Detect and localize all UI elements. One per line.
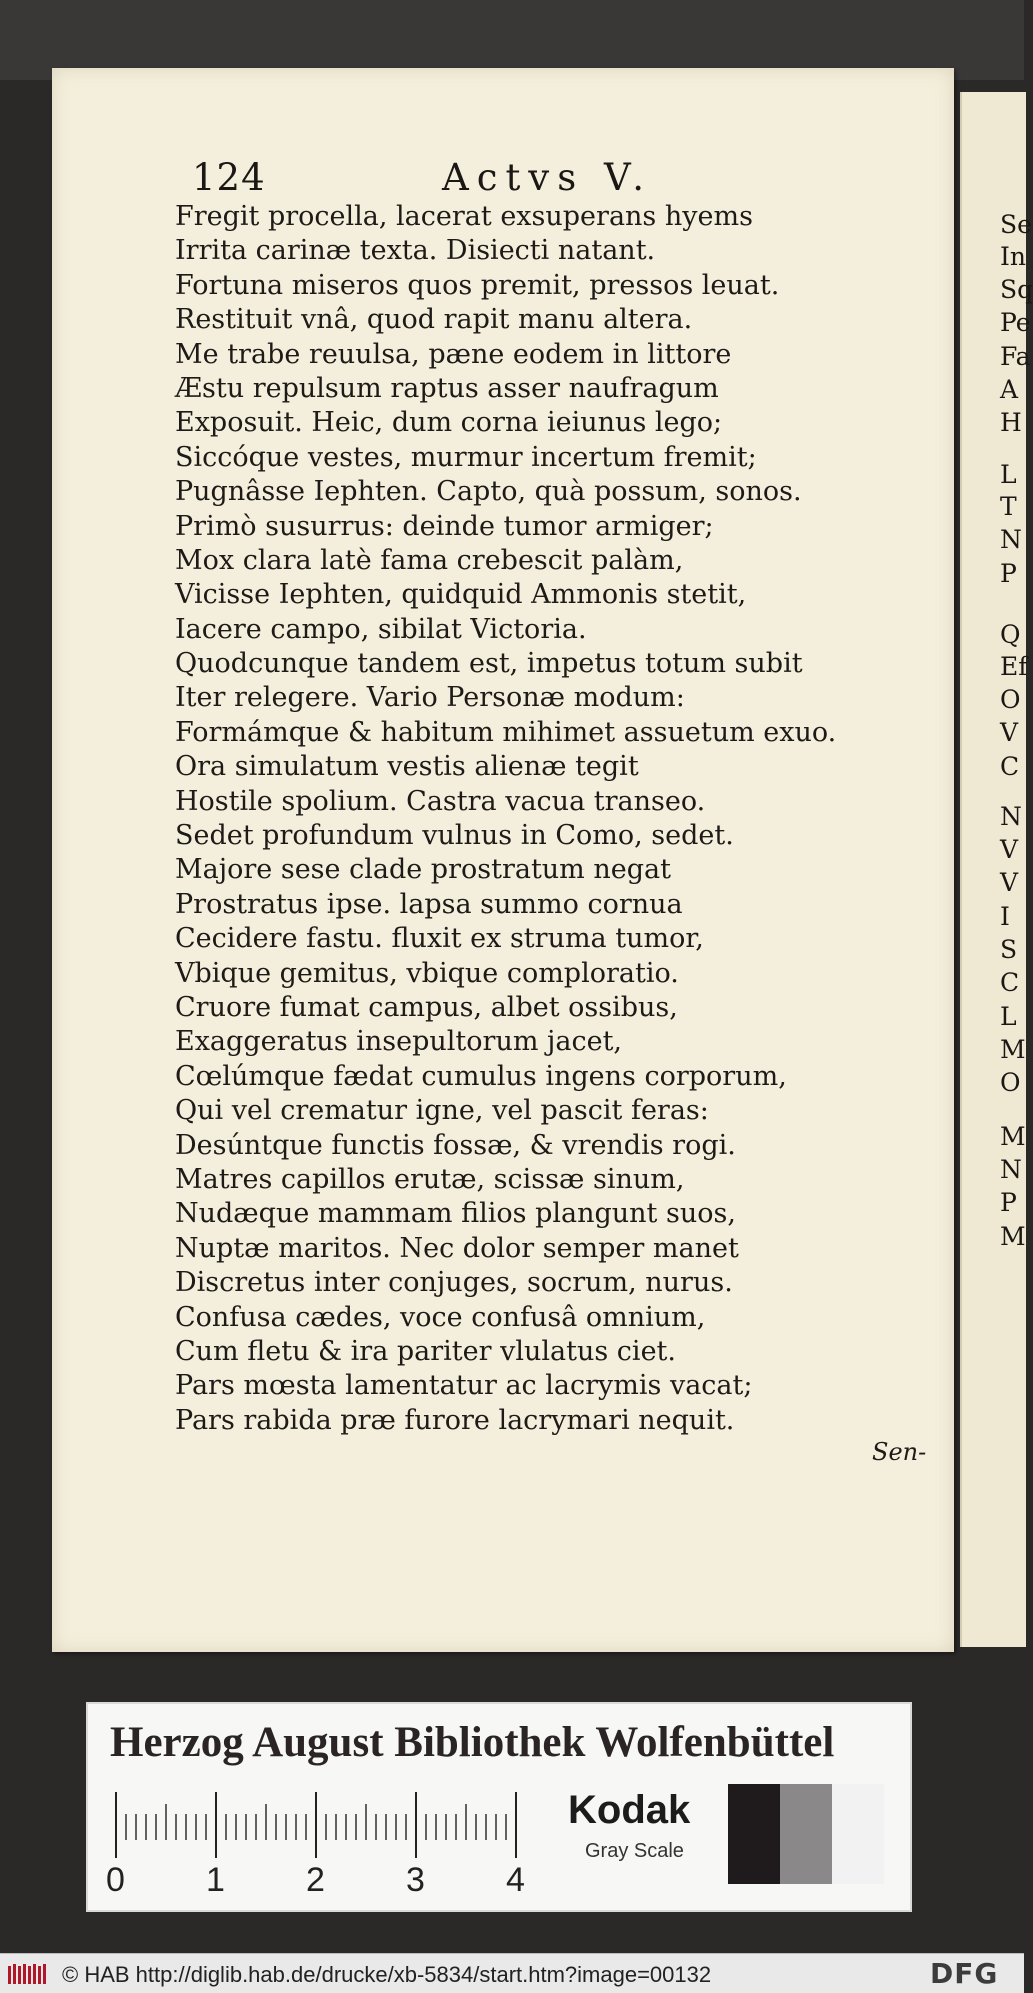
scale-label: 2 bbox=[306, 1861, 325, 1899]
verse-line: Hostile spolium. Castra vacua transeo. bbox=[175, 785, 706, 817]
facing-page-fragment: Sq bbox=[1000, 275, 1033, 304]
facing-page-fragment: N bbox=[1000, 802, 1022, 831]
facing-page-fragment: L bbox=[1000, 1002, 1017, 1031]
facing-page-fragment: O bbox=[1000, 1068, 1021, 1097]
verse-line: Fortuna miseros quos premit, pressos leuat. bbox=[175, 269, 780, 301]
verse-line: Cecidere fastu. fluxit ex struma tumor, bbox=[175, 923, 704, 955]
verse-line: Cruore fumat campus, albet ossibus, bbox=[175, 991, 678, 1023]
page-number: 124 bbox=[192, 156, 266, 199]
facing-page-fragment: V bbox=[1000, 868, 1019, 897]
gray-swatch-light bbox=[832, 1784, 884, 1884]
verse-line: Primò susurrus: deinde tumor armiger; bbox=[175, 510, 714, 542]
verse-line: Exaggeratus insepultorum jacet, bbox=[175, 1026, 623, 1058]
verse-line: Exposuit. Heic, dum corna ieiunus lego; bbox=[175, 407, 723, 439]
facing-page-fragment: V bbox=[1000, 718, 1019, 747]
verse-line: Desúntque functis fossæ, & vrendis rogi. bbox=[175, 1129, 736, 1161]
facing-page-fragment: S bbox=[1000, 935, 1018, 964]
hab-logo-icon bbox=[6, 1962, 50, 1986]
dfg-logo: DFG bbox=[930, 1957, 999, 1990]
footer-bar bbox=[0, 1953, 1024, 1993]
verse-line: Quodcunque tandem est, impetus totum subit bbox=[175, 648, 803, 680]
facing-page-fragment: In bbox=[1000, 242, 1026, 271]
verse-line: Fregit procella, lacerat exsuperans hyems bbox=[175, 201, 753, 232]
brand-sub-label: Gray Scale bbox=[585, 1840, 684, 1862]
facing-page-fragment: I bbox=[1000, 902, 1010, 931]
verse-line: Nuptæ maritos. Nec dolor semper manet bbox=[175, 1232, 739, 1264]
facing-page-fragment: L bbox=[1000, 460, 1017, 489]
facing-page-fragment: C bbox=[1000, 752, 1020, 781]
facing-page-fragment: Q bbox=[1000, 620, 1021, 649]
verse-line: Pars rabida præ furore lacrymari nequit. bbox=[175, 1404, 735, 1436]
page-header bbox=[192, 156, 792, 206]
verse-line: Cum fletu & ira pariter vlulatus ciet. bbox=[175, 1335, 676, 1367]
scale-label: 1 bbox=[206, 1861, 225, 1899]
brand-label: Kodak bbox=[568, 1788, 691, 1832]
color-target-card bbox=[86, 1702, 912, 1912]
facing-page-fragment: N bbox=[1000, 1155, 1022, 1184]
facing-page-fragment: P bbox=[1000, 1188, 1017, 1217]
facing-page-fragment: C bbox=[1000, 968, 1020, 997]
verse-line: Qui vel crematur igne, vel pascit feras: bbox=[175, 1095, 709, 1127]
facing-page-fragment: A bbox=[1000, 375, 1019, 404]
verse-line: Iter relegere. Vario Personæ modum: bbox=[175, 682, 685, 714]
verse-line: Discretus inter conjuges, socrum, nurus. bbox=[175, 1267, 733, 1299]
verse-line: Majore sese clade prostratum negat bbox=[175, 854, 671, 886]
copyright-link[interactable]: © HAB http://diglib.hab.de/drucke/xb-5834/start.htm?image=00132 bbox=[62, 1962, 712, 1987]
facing-page-fragment: O bbox=[1000, 685, 1021, 714]
scale-label: 4 bbox=[506, 1861, 525, 1899]
verse-line: Restituit vnâ, quod rapit manu altera. bbox=[175, 304, 693, 336]
facing-page-fragment: V bbox=[1000, 835, 1019, 864]
facing-page-fragment: Fa bbox=[1000, 342, 1031, 371]
verse-line: Irrita carinæ texta. Disiecti natant. bbox=[175, 235, 656, 267]
verse-line: Cœlúmque fædat cumulus ingens corporum, bbox=[175, 1060, 787, 1092]
verse-line: Pars mœsta lamentatur ac lacrymis vacat; bbox=[175, 1370, 753, 1402]
facing-page-fragment: M bbox=[1000, 1035, 1026, 1064]
verse-line: Confusa cædes, voce confusâ omnium, bbox=[175, 1301, 706, 1333]
verse-line: Iacere campo, sibilat Victoria. bbox=[175, 613, 587, 645]
facing-page-fragment: M bbox=[1000, 1122, 1026, 1151]
verse-text bbox=[175, 200, 935, 1438]
facing-page bbox=[960, 92, 1033, 1647]
facing-page-fragment: N bbox=[1000, 525, 1022, 554]
verse-line: Vicisse Iephten, quidquid Ammonis stetit, bbox=[175, 579, 747, 611]
verse-line: Mox clara latè fama crebescit palàm, bbox=[175, 544, 684, 576]
facing-page-fragment: Ef bbox=[1000, 652, 1028, 681]
scale-label: 0 bbox=[106, 1861, 125, 1899]
verse-line: Prostratus ipse. lapsa summo cornua bbox=[175, 888, 683, 920]
scale-label: 3 bbox=[406, 1861, 425, 1899]
verse-line: Me trabe reuulsa, pæne eodem in littore bbox=[175, 338, 732, 370]
gray-swatch-dark bbox=[728, 1784, 780, 1884]
verse-line: Nudæque mammam filios plangunt suos, bbox=[175, 1198, 736, 1230]
catchword: Sen- bbox=[872, 1438, 927, 1466]
act-title: Actvs V. bbox=[442, 156, 652, 199]
verse-line: Sedet profundum vulnus in Como, sedet. bbox=[175, 820, 734, 852]
facing-page-fragment: M bbox=[1000, 1222, 1026, 1251]
facing-page-fragment: Se bbox=[1000, 210, 1032, 239]
verse-line: Formámque & habitum mihimet assuetum exuo. bbox=[175, 716, 837, 748]
facing-page-fragment: P bbox=[1000, 559, 1017, 588]
facing-page-fragment: Pe bbox=[1000, 308, 1031, 337]
verse-line: Pugnâsse Iephten. Capto, quà possum, sonos. bbox=[175, 476, 802, 508]
verse-line: Siccóque vestes, murmur incertum fremit; bbox=[175, 441, 757, 473]
verse-line: Æstu repulsum raptus asser naufragum bbox=[175, 372, 719, 404]
gray-swatch-mid bbox=[780, 1784, 832, 1884]
verse-line: Matres capillos erutæ, scissæ sinum, bbox=[175, 1163, 685, 1195]
facing-page-fragment: H bbox=[1000, 408, 1022, 437]
verse-line: Vbique gemitus, vbique comploratio. bbox=[175, 957, 679, 989]
library-name: Herzog August Bibliothek Wolfenbüttel bbox=[110, 1719, 835, 1766]
book-page bbox=[52, 68, 954, 1652]
verse-line: Ora simulatum vestis alienæ tegit bbox=[175, 751, 639, 783]
scale-ruler bbox=[110, 1792, 530, 1862]
facing-page-fragment: T bbox=[1000, 492, 1017, 521]
